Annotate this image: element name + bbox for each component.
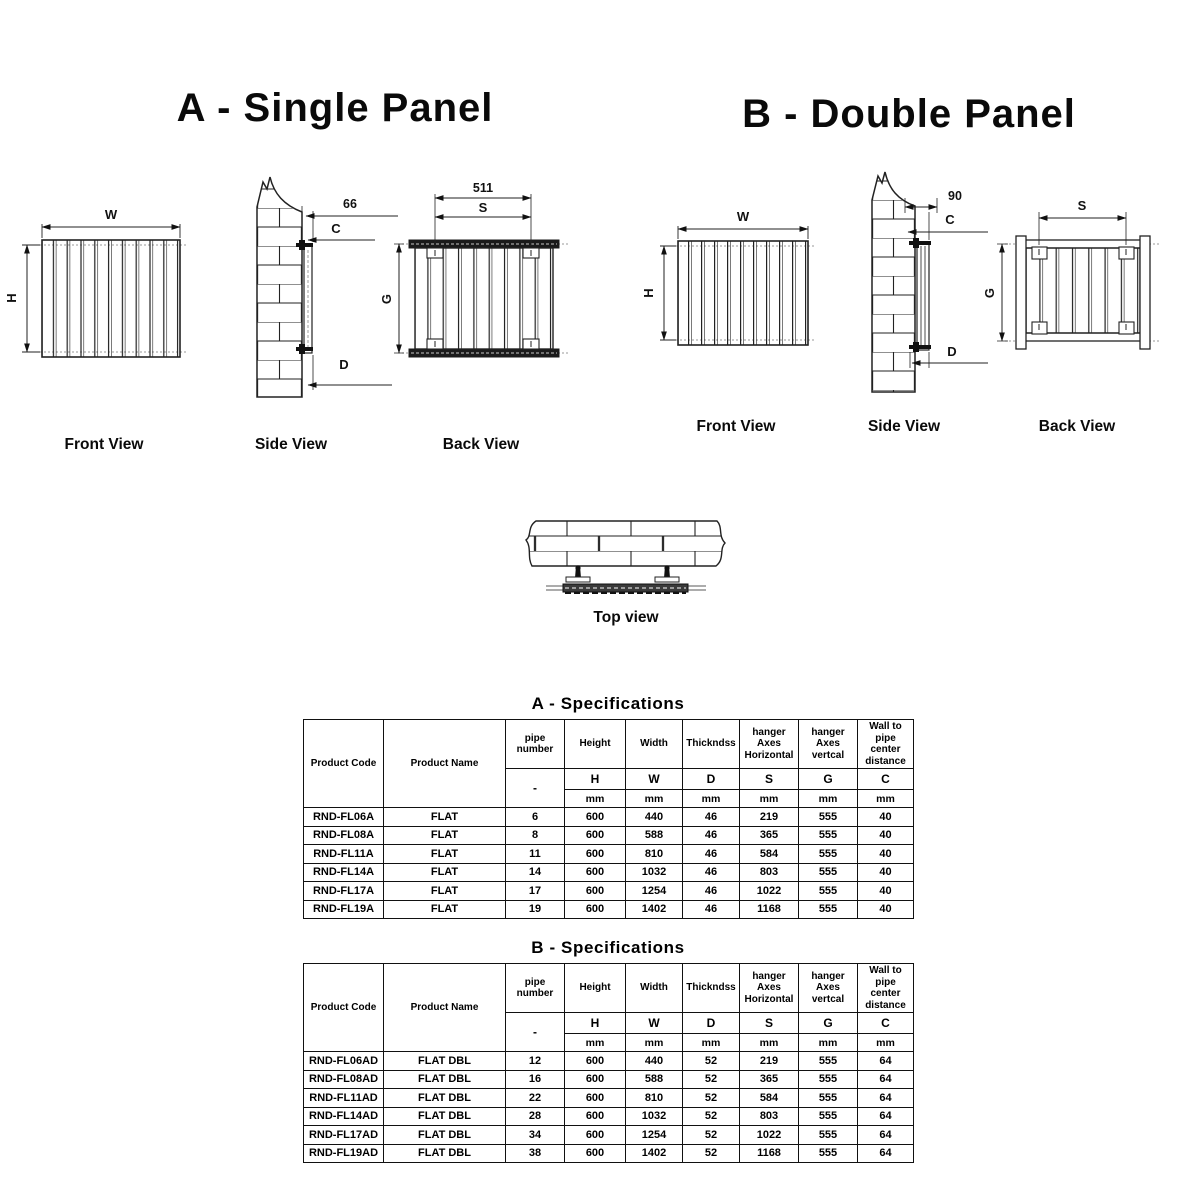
table-cell: 600 bbox=[565, 826, 626, 845]
dim-w-b: W bbox=[736, 209, 750, 224]
table-cell: 600 bbox=[565, 1107, 626, 1126]
table-cell: 46 bbox=[683, 900, 740, 919]
table-row bbox=[304, 1089, 914, 1108]
table-cell: 64 bbox=[858, 1052, 914, 1071]
table-cell: 1168 bbox=[740, 900, 799, 919]
table-cell: 219 bbox=[740, 1052, 799, 1071]
table-cell: 555 bbox=[799, 1052, 858, 1071]
mount-pins bbox=[575, 565, 670, 578]
table-cell: 555 bbox=[799, 808, 858, 827]
table-cell: 440 bbox=[626, 808, 683, 827]
table-cell: RND-FL14A bbox=[304, 863, 384, 882]
table-cell: RND-FL19AD bbox=[304, 1144, 384, 1163]
side-view-label-a: Side View bbox=[254, 436, 328, 453]
dim-d-a: D bbox=[339, 357, 349, 372]
table-cell: FLAT DBL bbox=[384, 1089, 506, 1108]
symbol-cell: D bbox=[683, 1013, 740, 1034]
col-header: Width bbox=[626, 964, 683, 1013]
double-panel-side-drawing bbox=[872, 172, 988, 392]
table-cell: 64 bbox=[858, 1070, 914, 1089]
table-cell: 584 bbox=[740, 845, 799, 864]
symbol-cell: W bbox=[626, 1013, 683, 1034]
table-cell: 64 bbox=[858, 1107, 914, 1126]
table-cell: 600 bbox=[565, 1052, 626, 1071]
side-view-label-b: Side View bbox=[867, 418, 941, 435]
spec-table-b-body bbox=[304, 1052, 914, 1163]
unit-cell: mm bbox=[799, 790, 858, 808]
table-cell: 600 bbox=[565, 882, 626, 901]
table-cell: 46 bbox=[683, 808, 740, 827]
dim-s-b: S bbox=[1077, 198, 1087, 213]
table-cell: 555 bbox=[799, 900, 858, 919]
dim-c-b: C bbox=[945, 212, 955, 227]
spec-table-a bbox=[303, 719, 914, 919]
table-row bbox=[304, 1052, 914, 1071]
symbol-cell: C bbox=[858, 769, 914, 790]
top-view-drawing bbox=[526, 521, 725, 593]
col-header: Product Code bbox=[304, 964, 384, 1052]
table-cell: 440 bbox=[626, 1052, 683, 1071]
dim-offset-a: 66 bbox=[343, 197, 357, 211]
dim-h-b: H bbox=[641, 288, 656, 298]
single-panel-side-drawing bbox=[257, 177, 398, 397]
table-cell: RND-FL11A bbox=[304, 845, 384, 864]
table-cell: RND-FL17AD bbox=[304, 1126, 384, 1145]
symbol-cell: H bbox=[565, 769, 626, 790]
symbol-cell: G bbox=[799, 1013, 858, 1034]
col-header: Product Name bbox=[384, 720, 506, 808]
unit-cell: mm bbox=[626, 1034, 683, 1052]
table-cell: 600 bbox=[565, 1144, 626, 1163]
table-cell: RND-FL19A bbox=[304, 900, 384, 919]
table-cell: 1022 bbox=[740, 882, 799, 901]
table-cell: 46 bbox=[683, 882, 740, 901]
table-row bbox=[304, 845, 914, 864]
table-cell: 52 bbox=[683, 1070, 740, 1089]
section-b-title: B - Double Panel bbox=[742, 92, 1076, 136]
table-cell: RND-FL08A bbox=[304, 826, 384, 845]
dim-s-a: S bbox=[478, 200, 488, 215]
table-cell: 64 bbox=[858, 1144, 914, 1163]
table-cell: 600 bbox=[565, 808, 626, 827]
table-cell: 555 bbox=[799, 1107, 858, 1126]
table-cell: 12 bbox=[506, 1052, 565, 1071]
table-cell: RND-FL08AD bbox=[304, 1070, 384, 1089]
table-cell: FLAT bbox=[384, 845, 506, 864]
col-header: Height bbox=[565, 964, 626, 1013]
table-cell: 600 bbox=[565, 1070, 626, 1089]
dim-d-b: D bbox=[947, 344, 957, 359]
table-cell: 600 bbox=[565, 900, 626, 919]
table-cell: 40 bbox=[858, 826, 914, 845]
table-cell: 40 bbox=[858, 863, 914, 882]
table-cell: 46 bbox=[683, 826, 740, 845]
dim-h-a: H bbox=[4, 293, 19, 303]
table-cell: 555 bbox=[799, 882, 858, 901]
pin-bases bbox=[566, 577, 679, 582]
table-cell: FLAT DBL bbox=[384, 1126, 506, 1145]
table-cell: 600 bbox=[565, 863, 626, 882]
table-row bbox=[304, 826, 914, 845]
table-cell: 14 bbox=[506, 863, 565, 882]
section-a-title: A - Single Panel bbox=[176, 86, 494, 130]
table-cell: 40 bbox=[858, 900, 914, 919]
table-cell: 810 bbox=[626, 1089, 683, 1108]
table-row bbox=[304, 808, 914, 827]
table-cell: 40 bbox=[858, 882, 914, 901]
table-cell: 1254 bbox=[626, 1126, 683, 1145]
unit-cell: mm bbox=[858, 790, 914, 808]
table-cell: 17 bbox=[506, 882, 565, 901]
dim-g-a: G bbox=[379, 293, 394, 305]
table-cell: 1254 bbox=[626, 882, 683, 901]
table-cell: 52 bbox=[683, 1126, 740, 1145]
table-cell: 1032 bbox=[626, 1107, 683, 1126]
table-cell: 1032 bbox=[626, 863, 683, 882]
unit-cell: mm bbox=[740, 1034, 799, 1052]
table-row bbox=[304, 1107, 914, 1126]
table-cell: 555 bbox=[799, 1126, 858, 1145]
col-header: hanger Axes vertcal bbox=[799, 964, 858, 1013]
col-header: Product Code bbox=[304, 720, 384, 808]
symbol-cell: S bbox=[740, 1013, 799, 1034]
table-cell: 1402 bbox=[626, 900, 683, 919]
table-cell: 64 bbox=[858, 1126, 914, 1145]
table-cell: FLAT DBL bbox=[384, 1107, 506, 1126]
col-header: pipe number bbox=[506, 720, 565, 769]
table-cell: 1402 bbox=[626, 1144, 683, 1163]
table-cell: 555 bbox=[799, 1144, 858, 1163]
unit-cell: mm bbox=[799, 1034, 858, 1052]
table-cell: 219 bbox=[740, 808, 799, 827]
spec-table-b bbox=[303, 963, 914, 1163]
unit-cell: mm bbox=[740, 790, 799, 808]
table-row bbox=[304, 1126, 914, 1145]
table-cell: 810 bbox=[626, 845, 683, 864]
table-row bbox=[304, 863, 914, 882]
table-cell: 64 bbox=[858, 1089, 914, 1108]
symbol-cell: H bbox=[565, 1013, 626, 1034]
table-cell: 6 bbox=[506, 808, 565, 827]
symbol-cell: - bbox=[506, 769, 565, 808]
dim-s-value-a: 511 bbox=[472, 181, 494, 195]
col-header: Thickndss bbox=[683, 964, 740, 1013]
table-row bbox=[304, 1070, 914, 1089]
table-cell: 16 bbox=[506, 1070, 565, 1089]
table-cell: 46 bbox=[683, 845, 740, 864]
single-panel-back-drawing bbox=[394, 194, 570, 357]
dim-g-b: G bbox=[982, 287, 997, 299]
unit-cell: mm bbox=[858, 1034, 914, 1052]
table-cell: RND-FL06A bbox=[304, 808, 384, 827]
table-cell: 555 bbox=[799, 1070, 858, 1089]
table-cell: FLAT bbox=[384, 826, 506, 845]
col-header: hanger Axes Horizontal bbox=[740, 720, 799, 769]
symbol-cell: W bbox=[626, 769, 683, 790]
table-cell: 803 bbox=[740, 863, 799, 882]
dim-offset-b: 90 bbox=[948, 189, 962, 203]
table-cell: RND-FL17A bbox=[304, 882, 384, 901]
table-cell: 52 bbox=[683, 1089, 740, 1108]
front-view-label-b: Front View bbox=[696, 418, 776, 435]
table-cell: 1168 bbox=[740, 1144, 799, 1163]
unit-cell: mm bbox=[683, 790, 740, 808]
unit-cell: mm bbox=[626, 790, 683, 808]
table-cell: 52 bbox=[683, 1107, 740, 1126]
table-cell: 46 bbox=[683, 863, 740, 882]
col-header: Height bbox=[565, 720, 626, 769]
spec-table-a-body bbox=[304, 808, 914, 919]
front-view-label-a: Front View bbox=[64, 436, 144, 453]
table-cell: 365 bbox=[740, 1070, 799, 1089]
table-cell: 365 bbox=[740, 826, 799, 845]
col-header: Product Name bbox=[384, 964, 506, 1052]
table-cell: 555 bbox=[799, 826, 858, 845]
table-cell: 600 bbox=[565, 1126, 626, 1145]
table-cell: 28 bbox=[506, 1107, 565, 1126]
table-row bbox=[304, 1144, 914, 1163]
table-cell: 600 bbox=[565, 1089, 626, 1108]
single-panel-front-drawing bbox=[22, 224, 186, 357]
table-cell: 19 bbox=[506, 900, 565, 919]
table-cell: RND-FL06AD bbox=[304, 1052, 384, 1071]
table-cell: FLAT DBL bbox=[384, 1070, 506, 1089]
table-cell: FLAT DBL bbox=[384, 1052, 506, 1071]
symbol-cell: S bbox=[740, 769, 799, 790]
table-row bbox=[304, 900, 914, 919]
dim-w-a: W bbox=[104, 207, 118, 222]
table-cell: 38 bbox=[506, 1144, 565, 1163]
col-header: hanger Axes Horizontal bbox=[740, 964, 799, 1013]
col-header: Width bbox=[626, 720, 683, 769]
table-cell: 11 bbox=[506, 845, 565, 864]
table-cell: 600 bbox=[565, 845, 626, 864]
table-cell: FLAT bbox=[384, 900, 506, 919]
symbol-cell: C bbox=[858, 1013, 914, 1034]
table-cell: 588 bbox=[626, 826, 683, 845]
table-cell: 588 bbox=[626, 1070, 683, 1089]
symbol-cell: D bbox=[683, 769, 740, 790]
table-cell: 34 bbox=[506, 1126, 565, 1145]
table-cell: 8 bbox=[506, 826, 565, 845]
table-cell: 52 bbox=[683, 1052, 740, 1071]
table-cell: FLAT bbox=[384, 863, 506, 882]
top-view-label: Top view bbox=[593, 609, 659, 626]
table-cell: RND-FL11AD bbox=[304, 1089, 384, 1108]
table-cell: 584 bbox=[740, 1089, 799, 1108]
unit-cell: mm bbox=[565, 1034, 626, 1052]
col-header: hanger Axes vertcal bbox=[799, 720, 858, 769]
table-cell: 555 bbox=[799, 1089, 858, 1108]
table-cell: FLAT DBL bbox=[384, 1144, 506, 1163]
col-header: Wall to pipe center distance bbox=[858, 720, 914, 769]
double-panel-front-drawing bbox=[660, 226, 814, 345]
spec-table-a-title: A - Specifications bbox=[531, 694, 685, 713]
table-cell: 52 bbox=[683, 1144, 740, 1163]
spec-table-b-section bbox=[303, 938, 913, 1163]
col-header: pipe number bbox=[506, 964, 565, 1013]
unit-cell: mm bbox=[683, 1034, 740, 1052]
spec-table-a-section bbox=[303, 694, 913, 919]
table-cell: 22 bbox=[506, 1089, 565, 1108]
table-row bbox=[304, 882, 914, 901]
double-panel-back-drawing bbox=[997, 212, 1160, 349]
dim-c-a: C bbox=[331, 221, 341, 236]
table-cell: 555 bbox=[799, 863, 858, 882]
symbol-cell: G bbox=[799, 769, 858, 790]
back-view-label-b: Back View bbox=[1038, 418, 1116, 435]
table-cell: 555 bbox=[799, 845, 858, 864]
col-header: Wall to pipe center distance bbox=[858, 964, 914, 1013]
table-cell: 1022 bbox=[740, 1126, 799, 1145]
table-cell: RND-FL14AD bbox=[304, 1107, 384, 1126]
table-cell: FLAT bbox=[384, 882, 506, 901]
table-cell: 803 bbox=[740, 1107, 799, 1126]
unit-cell: mm bbox=[565, 790, 626, 808]
symbol-cell: - bbox=[506, 1013, 565, 1052]
spec-table-b-title: B - Specifications bbox=[531, 938, 685, 957]
back-view-label-a: Back View bbox=[442, 436, 520, 453]
table-cell: 40 bbox=[858, 808, 914, 827]
table-cell: 40 bbox=[858, 845, 914, 864]
col-header: Thickndss bbox=[683, 720, 740, 769]
table-cell: FLAT bbox=[384, 808, 506, 827]
